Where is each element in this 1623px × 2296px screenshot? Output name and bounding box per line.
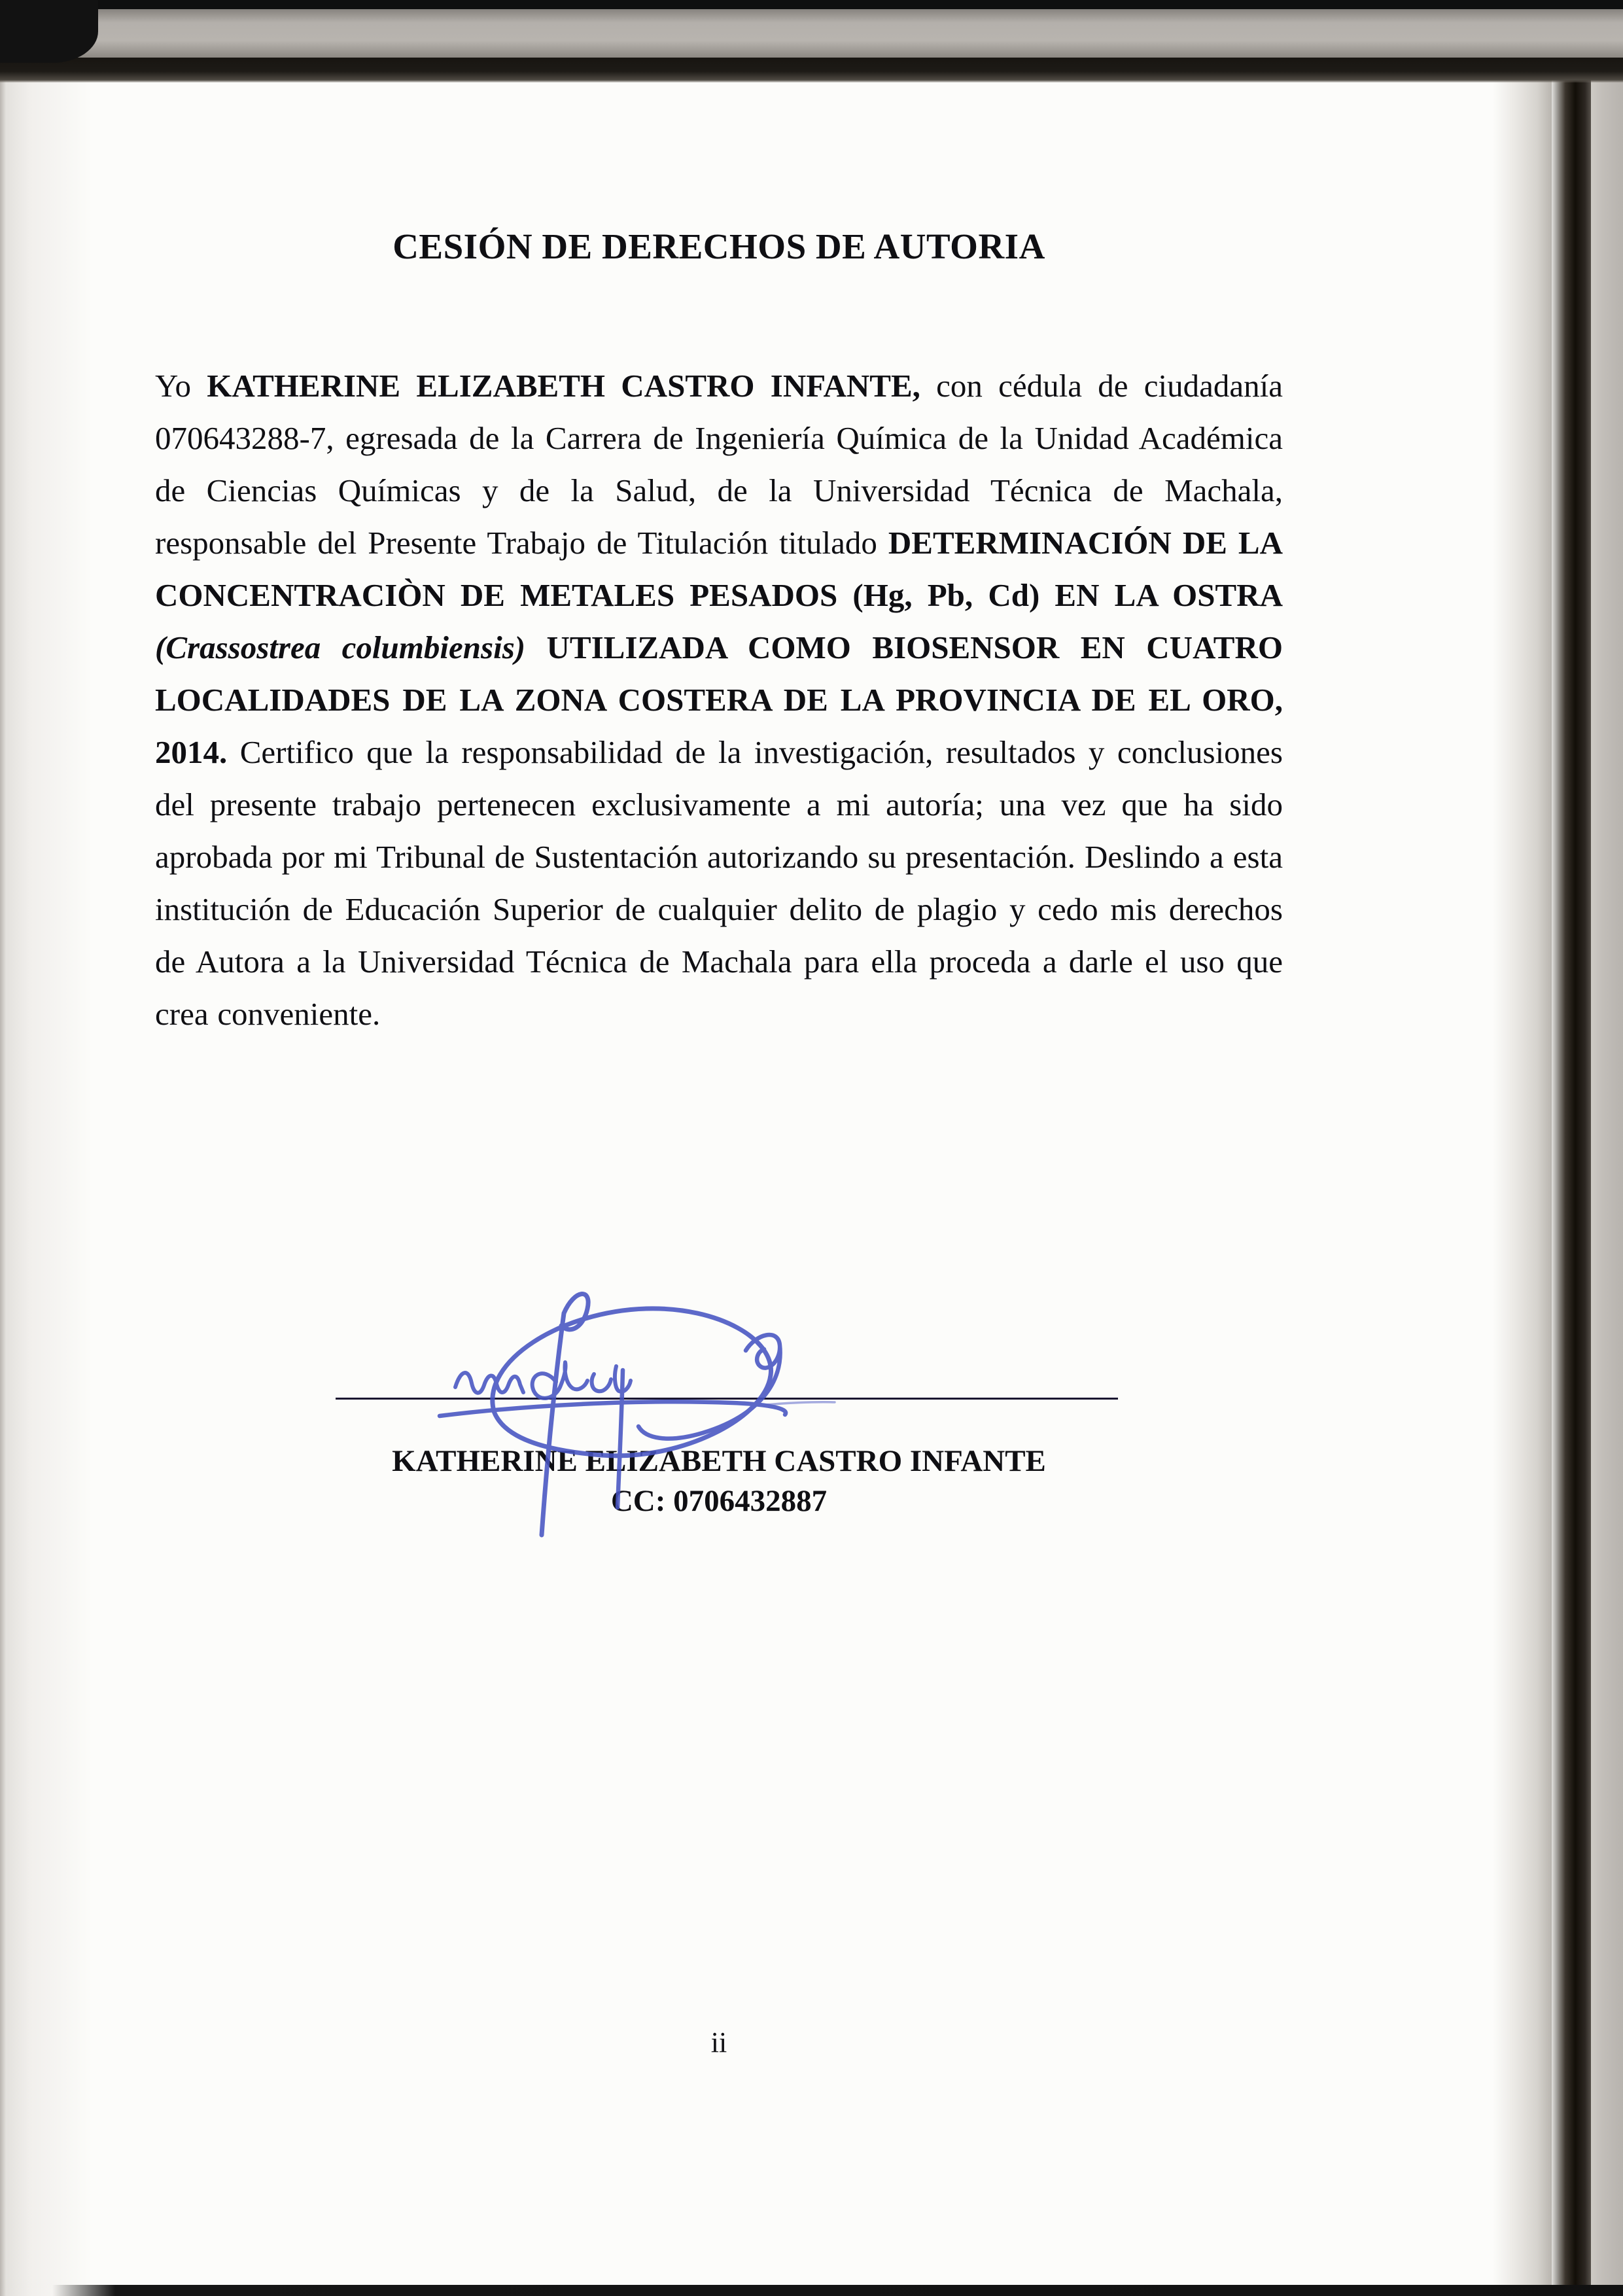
book-outer-pages-edge — [1589, 0, 1623, 2296]
scan-corner-topleft — [0, 0, 98, 63]
page-number: ii — [710, 2026, 727, 2058]
declaration-segment: (Crassostrea columbiensis) — [155, 629, 526, 665]
page-right-curl-edge — [1493, 79, 1552, 2296]
book-spine-shadow — [1552, 0, 1591, 2296]
signatory-name: KATHERINE ELIZABETH CASTRO INFANTE — [392, 1444, 1046, 1478]
declaration-segment: Yo — [155, 368, 207, 404]
signature-ink-strokes — [440, 1294, 835, 1535]
signature-image — [393, 1277, 837, 1559]
declaration-segment: KATHERINE ELIZABETH CASTRO INFANTE, — [207, 368, 920, 404]
declaration-segment: UTILIZADA COMO BIOSENSOR EN CUATRO LOCALIDADES DE LA ZONA COSTERA DE LA PROVINCIA DE EL ORO, 2014. — [155, 629, 1283, 770]
signatory-cc: CC: 0706432887 — [610, 1484, 828, 1518]
scan-top-black-edge — [0, 0, 1623, 9]
declaration-segment: Certifico que la responsabilidad de la investigación, resultados y conclusiones del presente trabajo pertenecen exclusivamente a mi autoría; una vez que ha sido aprobada por mi Tribunal de Sustentación autorizando su presentación. Deslindo a esta institución de Educación Superior de cualquier delito de plagio y cedo mis derechos de Autora a la Universidad Técnica de Machala para ella proceda a darle el uso que crea conveniente. — [155, 734, 1283, 1032]
book-cover-top-band — [0, 9, 1623, 58]
declaration-segment: DETERMINACIÓN DE LA CONCENTRACIÒN DE METALES PESADOS (Hg, Pb, Cd) EN LA OSTRA — [155, 525, 1283, 613]
page-title: CESIÓN DE DERECHOS DE AUTORIA — [393, 226, 1045, 266]
scan-bottom-dark-edge — [52, 2285, 1623, 2296]
declaration-segment: con cédula de ciudadanía 070643288-7, egresada de la Carrera de Ingeniería Química de la Unidad Académica de Ciencias Químicas y de la Salud, de la Universidad Técnica de Machala, responsable del Presente Trabajo de Titulación titulado — [155, 368, 1283, 561]
scan-top-dark-band — [0, 58, 1623, 82]
page-left-shade — [0, 79, 98, 2296]
declaration-paragraph — [155, 360, 1283, 1040]
